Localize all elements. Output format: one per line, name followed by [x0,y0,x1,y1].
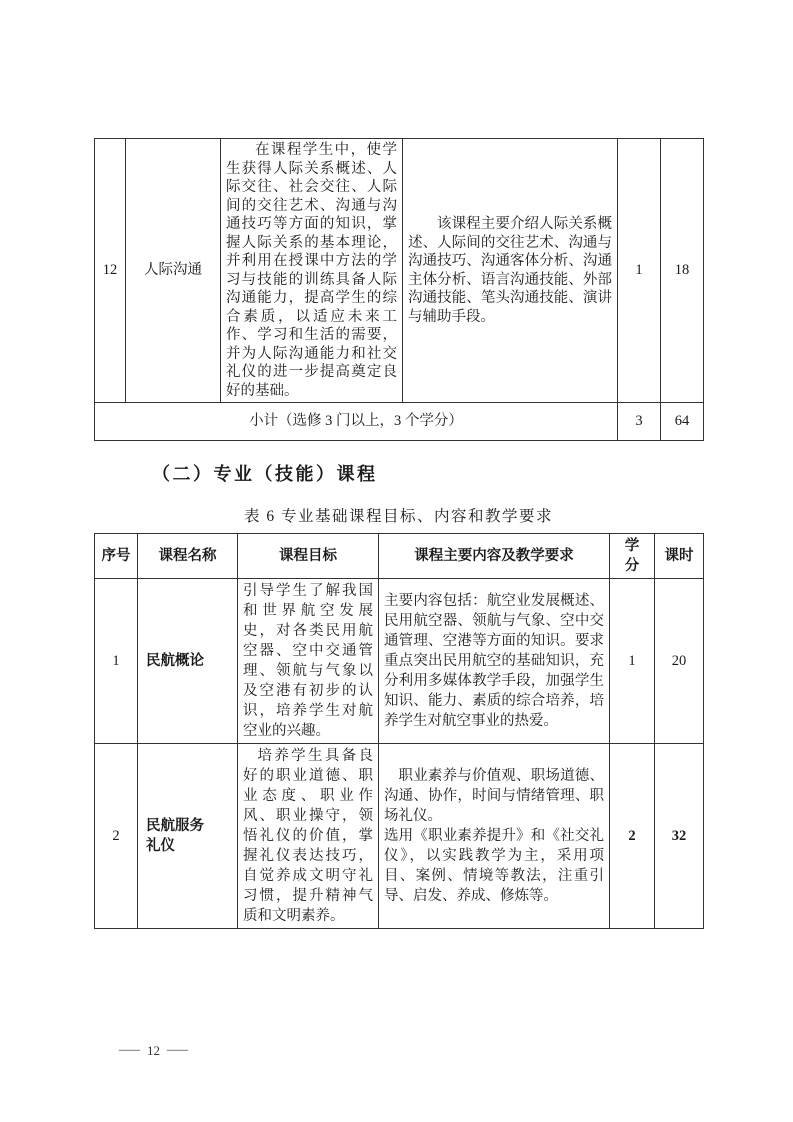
header-hours: 课时 [655,534,704,579]
table-row [95,744,704,929]
course-content [379,744,610,929]
course-name: 民航概论 [138,579,238,744]
content-paragraph: 选用《职业素养提升》和《社交礼仪》，以实践教学为主，采用项目、案例、情境等教法，注重引导、启发、养成、修炼等。 [384,828,604,904]
table-row [95,139,704,403]
course-number: 1 [95,579,138,744]
course-hours: 18 [661,139,704,403]
course-credits: 1 [618,139,661,403]
subtotal-label: 小计（选修 3 门以上，3 个学分） [95,403,618,441]
course-goal: 引导学生了解我国和世界航空发展史，对各类民用航空器、空中交通管理、领航与气象以及空港有初步的认识，培养学生对航空业的兴趣。 [238,579,379,744]
course-content: 主要内容包括：航空业发展概述、民用航空器、领航与气象、空中交通管理、空港等方面的知识。要求重点突出民用航空的基础知识，充分利用多媒体教学手段，加强学生知识、能力、素质的综合培养，培养学生对航空事业的热爱。 [379,579,610,744]
course-goal: 在课程学生中，使学生获得人际关系概述、人际交往、社会交往、人际间的交往艺术、沟通与沟通技巧等方面的知识，掌握人际关系的基本理论，并利用在授课中方法的学习与技能的训练具备人际沟通能力，提高学生的综合素质，以适应未来工作、学习和生活的需要，并为人际沟通能力和社交礼仪的进一步提高奠定良好的基础。 [221,139,403,403]
header-name: 课程名称 [138,534,238,579]
subtotal-hours: 64 [661,403,704,441]
subtotal-row [95,403,704,441]
header-content: 课程主要内容及教学要求 [379,534,610,579]
footer-dash-right: — [167,1042,188,1058]
course-hours: 32 [655,744,704,929]
elective-course-table [94,138,704,441]
course-number: 12 [95,139,126,403]
section-heading: （二）专业（技能）课程 [152,464,378,484]
footer-dash-left: — [119,1042,140,1058]
course-content: 该课程主要介绍人际关系概述、人际间的交往艺术、沟通与沟通技巧、沟通客体分析、沟通主体分析、语言沟通技能、外部沟通技能、笔头沟通技能、演讲与辅助手段。 [403,139,618,403]
page-number: 12 [147,1042,160,1058]
course-hours: 20 [655,579,704,744]
table-row [95,579,704,744]
course-credits: 2 [610,744,655,929]
course-credits: 1 [610,579,655,744]
basic-course-table [94,533,704,929]
course-name: 人际沟通 [126,139,221,403]
page-footer [119,1042,188,1059]
course-goal: 培养学生具备良好的职业道德、职业态度、职业作风、职业操守，领悟礼仪的价值，掌握礼仪表达技巧，自觉养成文明守礼习惯，提升精神气质和文明素养。 [238,744,379,929]
header-credits: 学分 [610,534,655,579]
course-number: 2 [95,744,138,929]
subtotal-credits: 3 [618,403,661,441]
header-no: 序号 [95,534,138,579]
content-paragraph: 职业素养与价值观、职场道德、沟通、协作，时间与情绪管理、职场礼仪。 [384,768,604,824]
header-goal: 课程目标 [238,534,379,579]
table-caption: 表 6 专业基础课程目标、内容和教学要求 [243,508,553,525]
course-name: 民航服务礼仪 [138,744,238,929]
header-row [95,534,704,579]
